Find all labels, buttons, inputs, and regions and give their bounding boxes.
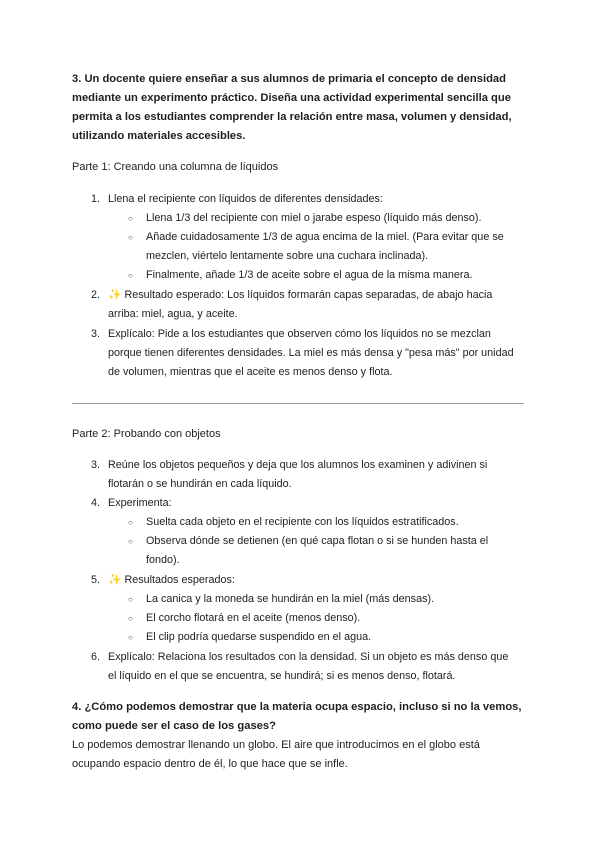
sub-item-text: El clip podría quedarse suspendido en el agua. — [146, 631, 372, 643]
hollow-bullet-icon: ○ — [128, 614, 133, 623]
sub-item-text-cont: mezclen, viértelo lentamente sobre una cuchara inclinada). — [146, 250, 429, 262]
sub-item-text: Observa dónde se detienen (en qué capa flotan o si se hunden hasta el — [146, 535, 489, 547]
hollow-bullet-icon: ○ — [128, 633, 133, 642]
list-item-text-cont: arriba: miel, agua, y aceite. — [108, 308, 238, 320]
list-item-text: Explícalo: Pide a los estudiantes que observen cómo los líquidos no se mezclan — [108, 328, 491, 340]
q3-title-line-1: 3. Un docente quiere enseñar a sus alumnos de primaria el concepto de densidad — [72, 73, 506, 85]
q4-answer-line-1: Lo podemos demostrar llenando un globo. El aire que introducimos en el globo está — [72, 739, 480, 751]
hollow-bullet-icon: ○ — [128, 233, 133, 242]
q4-title-line-1: 4. ¿Cómo podemos demostrar que la materia ocupa espacio, incluso si no la vemos, — [72, 701, 522, 713]
list-number: 2. — [90, 289, 100, 301]
list-number: 1. — [90, 193, 100, 205]
list-item-text-cont: el líquido en el que se encuentra, se hundirá; si es menos denso, flotará. — [108, 670, 456, 682]
q3-title-line-4: utilizando materiales accesibles. — [72, 130, 246, 142]
list-number: 3. — [90, 459, 100, 471]
list-item-text: Experimenta: — [108, 497, 172, 509]
q4-answer-line-2: ocupando espacio dentro de él, lo que hace que se infle. — [72, 758, 348, 770]
list-number: 6. — [90, 651, 100, 663]
part1-heading: Parte 1: Creando una columna de líquidos — [72, 161, 279, 173]
list-number: 4. — [90, 497, 100, 509]
sub-item-text: Suelta cada objeto en el recipiente con los líquidos estratificados. — [146, 516, 459, 528]
part2-heading: Parte 2: Probando con objetos — [72, 428, 221, 440]
hollow-bullet-icon: ○ — [128, 214, 133, 223]
list-number: 5. — [90, 574, 100, 586]
q3-title-line-2: mediante un experimento práctico. Diseña una actividad experimental sencilla que — [72, 92, 511, 104]
list-item-text: Llena el recipiente con líquidos de diferentes densidades: — [108, 193, 383, 205]
list-item-text: ✨ Resultados esperados: — [108, 574, 235, 586]
q3-title-line-3: permita a los estudiantes comprender la relación entre masa, volumen y densidad, — [72, 111, 512, 123]
list-item-text: Explícalo: Relaciona los resultados con la densidad. Si un objeto es más denso que — [108, 651, 509, 663]
sub-item-text: Añade cuidadosamente 1/3 de agua encima de la miel. (Para evitar que se — [146, 231, 504, 243]
list-number: 3. — [90, 328, 100, 340]
sub-item-text: La canica y la moneda se hundirán en la miel (más densas). — [146, 593, 435, 605]
horizontal-divider — [72, 403, 524, 404]
sub-item-text: Llena 1/3 del recipiente con miel o jarabe espeso (líquido más denso). — [146, 212, 482, 224]
q4-title-line-2: como puede ser el caso de los gases? — [72, 720, 276, 732]
list-item-text: Reúne los objetos pequeños y deja que los alumnos los examinen y adivinen si — [108, 459, 488, 471]
hollow-bullet-icon: ○ — [128, 537, 133, 546]
sub-item-text: El corcho flotará en el aceite (menos denso). — [146, 612, 361, 624]
hollow-bullet-icon: ○ — [128, 518, 133, 527]
list-item-text: ✨ Resultado esperado: Los líquidos formarán capas separadas, de abajo hacia — [108, 289, 493, 301]
list-item-text-cont: de volumen, mientras que el aceite es menos denso y flota. — [108, 366, 393, 378]
hollow-bullet-icon: ○ — [128, 595, 133, 604]
sub-item-text-cont: fondo). — [146, 554, 180, 566]
list-item-text-cont: porque tienen diferentes densidades. La miel es más densa y "pesa más" por unidad — [108, 347, 514, 359]
sub-item-text: Finalmente, añade 1/3 de aceite sobre el agua de la misma manera. — [146, 269, 473, 281]
list-item-text-cont: flotarán o se hundirán en cada líquido. — [108, 478, 292, 490]
hollow-bullet-icon: ○ — [128, 271, 133, 280]
